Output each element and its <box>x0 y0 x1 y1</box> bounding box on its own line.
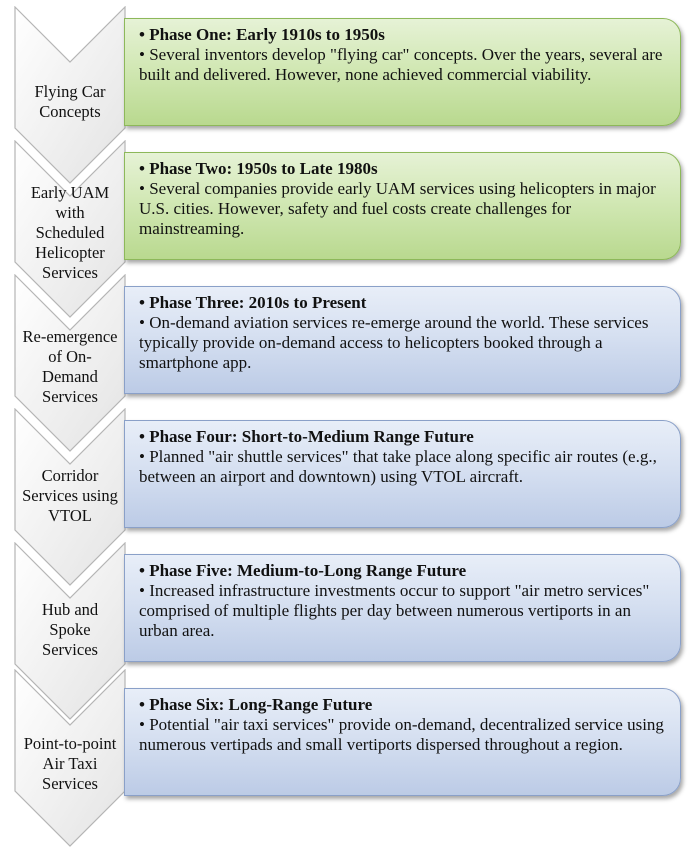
phase-title: • Phase Two: 1950s to Late 1980s <box>139 159 378 178</box>
phase-description: • Planned "air shuttle services" that take place along specific air routes (e.g., between an airport and downtown) using VTOL aircraft. <box>139 447 657 486</box>
phase-box-6 <box>124 688 681 796</box>
phase-title: • Phase Six: Long-Range Future <box>139 695 373 714</box>
stage-label-3: Re-emergence of On- Demand Services <box>22 327 118 406</box>
stage-label-5: Hub and Spoke Services <box>41 600 99 659</box>
phase-description: • Potential "air taxi services" provide on-demand, decentralized service using numerous vertipads and small vertiports dispersed throughout a region. <box>139 715 664 754</box>
stage-label-2: Early UAM with Scheduled Helicopter Services <box>30 183 110 282</box>
phase-box-2 <box>124 152 681 260</box>
stage-label-4: Corridor Services using VTOL <box>22 466 118 525</box>
phase-box-5 <box>124 554 681 662</box>
phase-box-1 <box>124 18 681 126</box>
stage-label-6: Point-to-point Air Taxi Services <box>23 734 117 793</box>
phase-description: • Several inventors develop "flying car" concepts. Over the years, several are built and delivered. However, none achieved commercial viability. <box>139 45 663 84</box>
phase-box-4 <box>124 420 681 528</box>
phase-description: • On-demand aviation services re-emerge around the world. These services typically provide on-demand access to helicopters booked through a smartphone app. <box>139 313 649 372</box>
phase-description: • Increased infrastructure investments occur to support "air metro services" comprised of multiple flights per day between numerous vertiports in an urban area. <box>139 581 650 640</box>
phase-box-3 <box>124 286 681 394</box>
phase-title: • Phase Four: Short-to-Medium Range Future <box>139 427 474 446</box>
stage-label-1: Flying Car Concepts <box>34 82 106 121</box>
phase-title: • Phase Three: 2010s to Present <box>139 293 367 312</box>
phase-title: • Phase One: Early 1910s to 1950s <box>139 25 385 44</box>
phase-title: • Phase Five: Medium-to-Long Range Future <box>139 561 467 580</box>
phase-description: • Several companies provide early UAM services using helicopters in major U.S. cities. However, safety and fuel costs create challenges for mainstreaming. <box>139 179 656 238</box>
